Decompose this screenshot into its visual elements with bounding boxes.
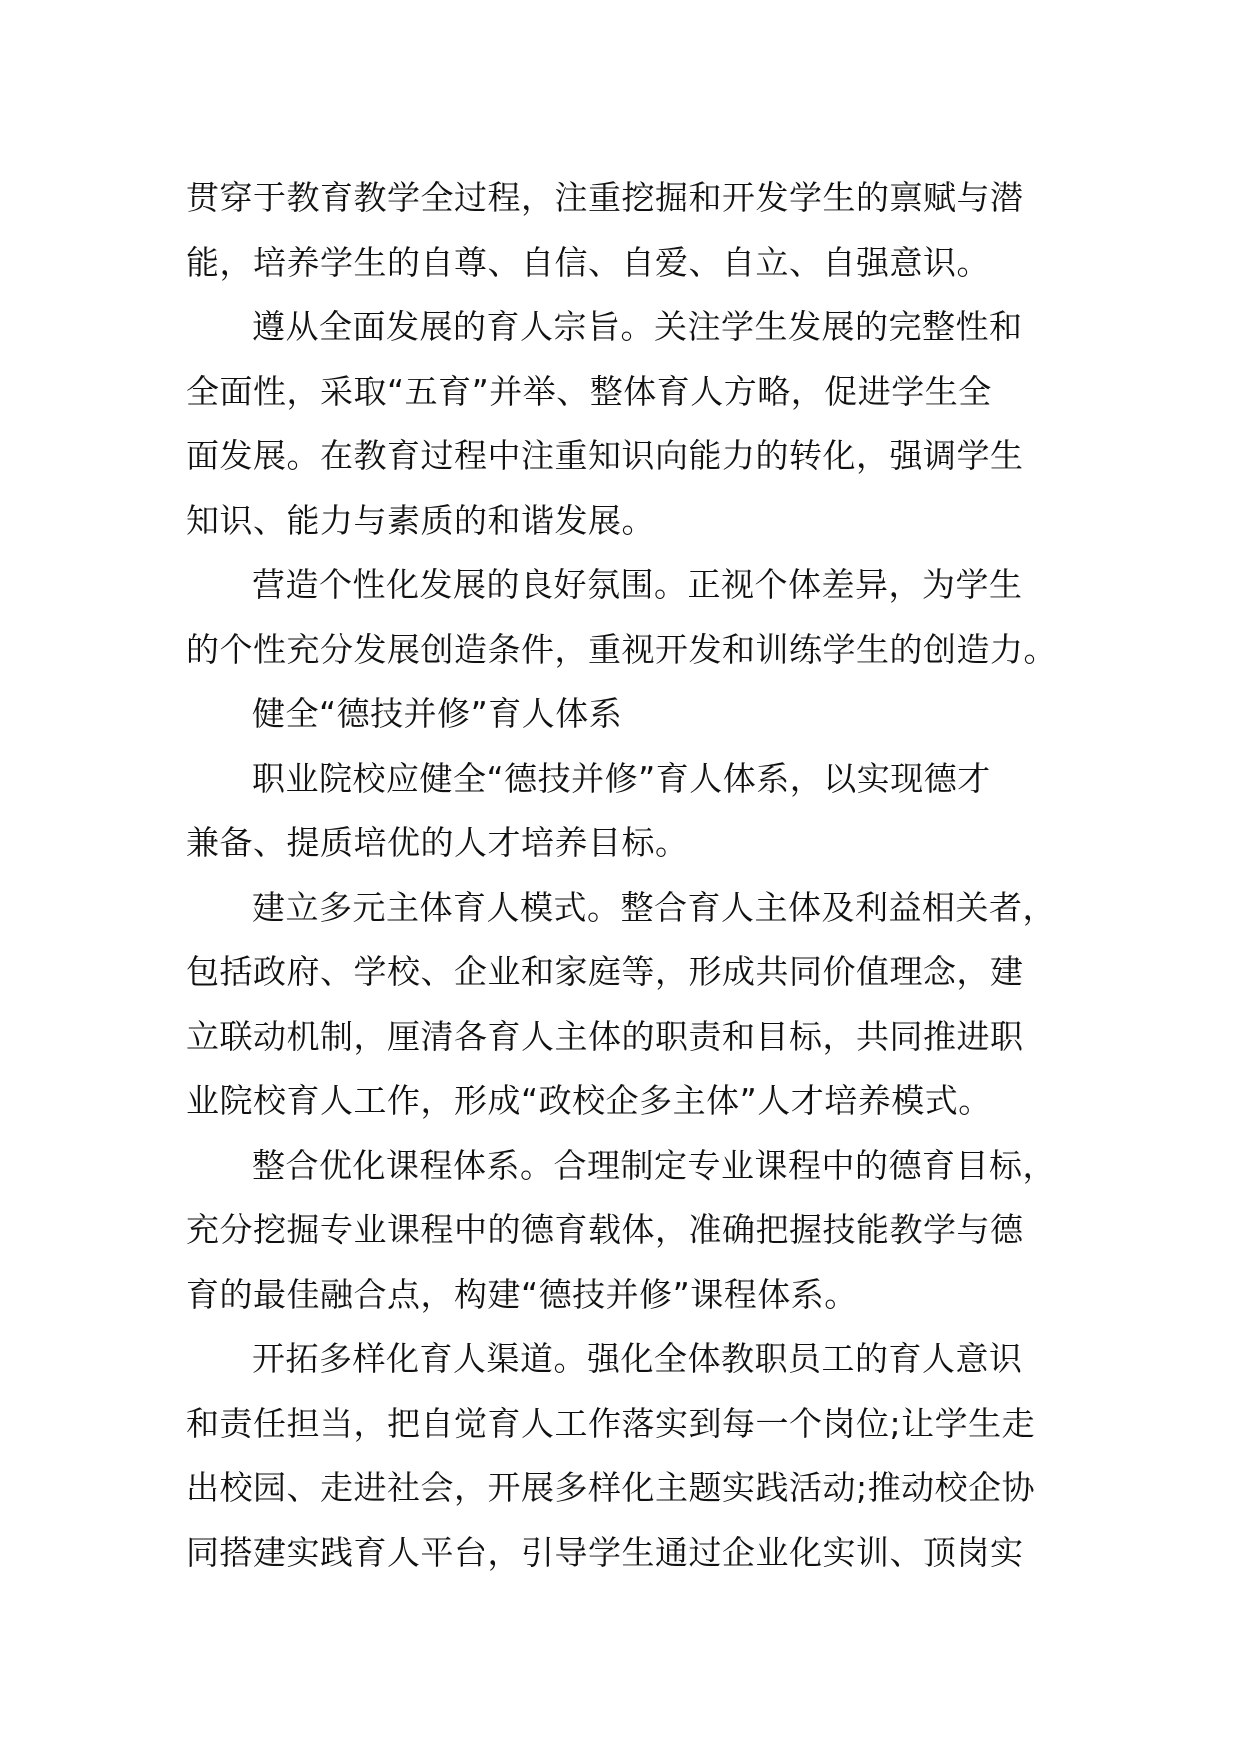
text-line: 育的最佳融合点，构建“德技并修”课程体系。: [186, 1274, 858, 1314]
paragraph-first-line: 开拓多样化育人渠道。强化全体教职员工的育人意识: [252, 1339, 1023, 1378]
text-line: 和责任担当，把自觉育人工作落实到每一个岗位;让学生走: [186, 1403, 1036, 1443]
paragraph-first-line: 遵从全面发展的育人宗旨。关注学生发展的完整性和: [252, 307, 1023, 346]
text-line: 面发展。在教育过程中注重知识向能力的转化，强调学生: [186, 436, 1024, 475]
document-body: [186, 166, 1066, 1585]
text-line: 知识、能力与素质的和谐发展。: [186, 500, 655, 540]
text-line: 业院校育人工作，形成“政校企多主体”人才培养模式。: [186, 1081, 992, 1120]
paragraph-first-line: 职业院校应健全“德技并修”育人体系，以实现德才: [252, 758, 991, 798]
text-line: 充分挖掘专业课程中的德育载体，准确把握技能教学与德: [186, 1210, 1024, 1249]
text-line: 的个性充分发展创造条件，重视开发和训练学生的创造力。: [186, 629, 1057, 669]
text-line: 兼备、提质培优的人才培养目标。: [186, 823, 689, 862]
text-line: 包括政府、学校、企业和家庭等，形成共同价值理念，建: [186, 952, 1024, 991]
text-line: 贯穿于教育教学全过程，注重挖掘和开发学生的禀赋与潜: [186, 178, 1024, 217]
text-line: 能，培养学生的自尊、自信、自爱、自立、自强意识。: [186, 242, 990, 282]
text-line: 立联动机制，厘清各育人主体的职责和目标，共同推进职: [186, 1016, 1024, 1056]
section-heading: 健全“德技并修”育人体系: [252, 694, 623, 733]
paragraph-first-line: 整合优化课程体系。合理制定专业课程中的德育目标，: [252, 1145, 1056, 1185]
paragraph-first-line: 建立多元主体育人模式。整合育人主体及利益相关者，: [252, 887, 1056, 927]
paragraph-first-line: 营造个性化发展的良好氛围。正视个体差异，为学生: [252, 565, 1023, 604]
text-line: 出校园、走进社会，开展多样化主题实践活动;推动校企协: [186, 1468, 1036, 1507]
text-line: 全面性，采取“五育”并举、整体育人方略，促进学生全: [186, 371, 992, 411]
text-line: 同搭建实践育人平台，引导学生通过企业化实训、顶岗实: [186, 1532, 1024, 1572]
